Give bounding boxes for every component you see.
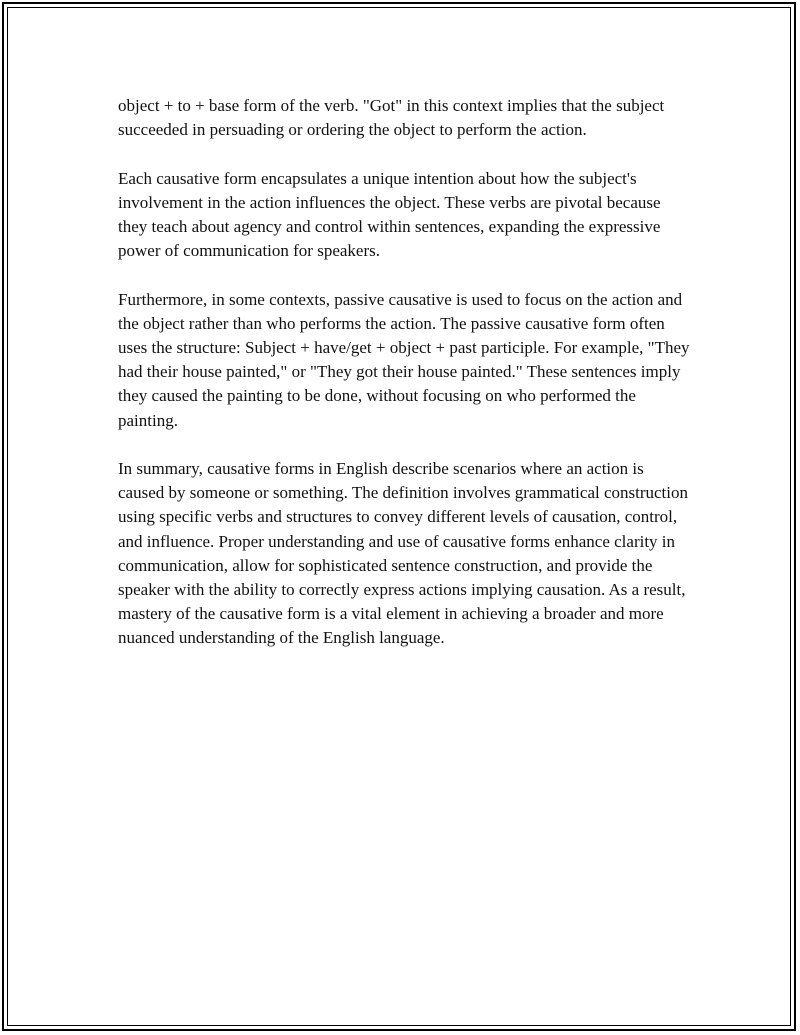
paragraph-passive-causative: Furthermore, in some contexts, passive causative is used to focus on the action and the object rather than who performs the action. The passive causative form often uses the structure: Subject + have/get + object + past participle. For example, "They had their house painted," or "They got their house painted." These sentences imply they caused the painting to be done, without focusing on who performed the painting. — [118, 289, 690, 430]
paragraph-summary: In summary, causative forms in English describe scenarios where an action is caused by someone or something. The definition involves grammatical construction using specific verbs and structures to convey different levels of causation, control, and influence. Proper understanding and use of causative forms enhance clarity in communication, allow for sophisticated sentence construction, and provide the speaker with the ability to correctly express actions implying causation. As a result, mastery of the causative form is a vital element in achieving a broader and more nuanced understanding of the English language. — [118, 459, 688, 648]
paragraph-causative-intention: Each causative form encapsulates a unique intention about how the subject's involvement in the action influences the object. These verbs are pivotal because they teach about agency and control within sentences, expanding the expressive power of communication for speakers. — [118, 168, 661, 261]
paragraph-got-usage: object + to + base form of the verb. "Got" in this context implies that the subject succeeded in persuading or ordering the object to perform the action. — [118, 96, 665, 140]
document-body — [118, 94, 690, 675]
